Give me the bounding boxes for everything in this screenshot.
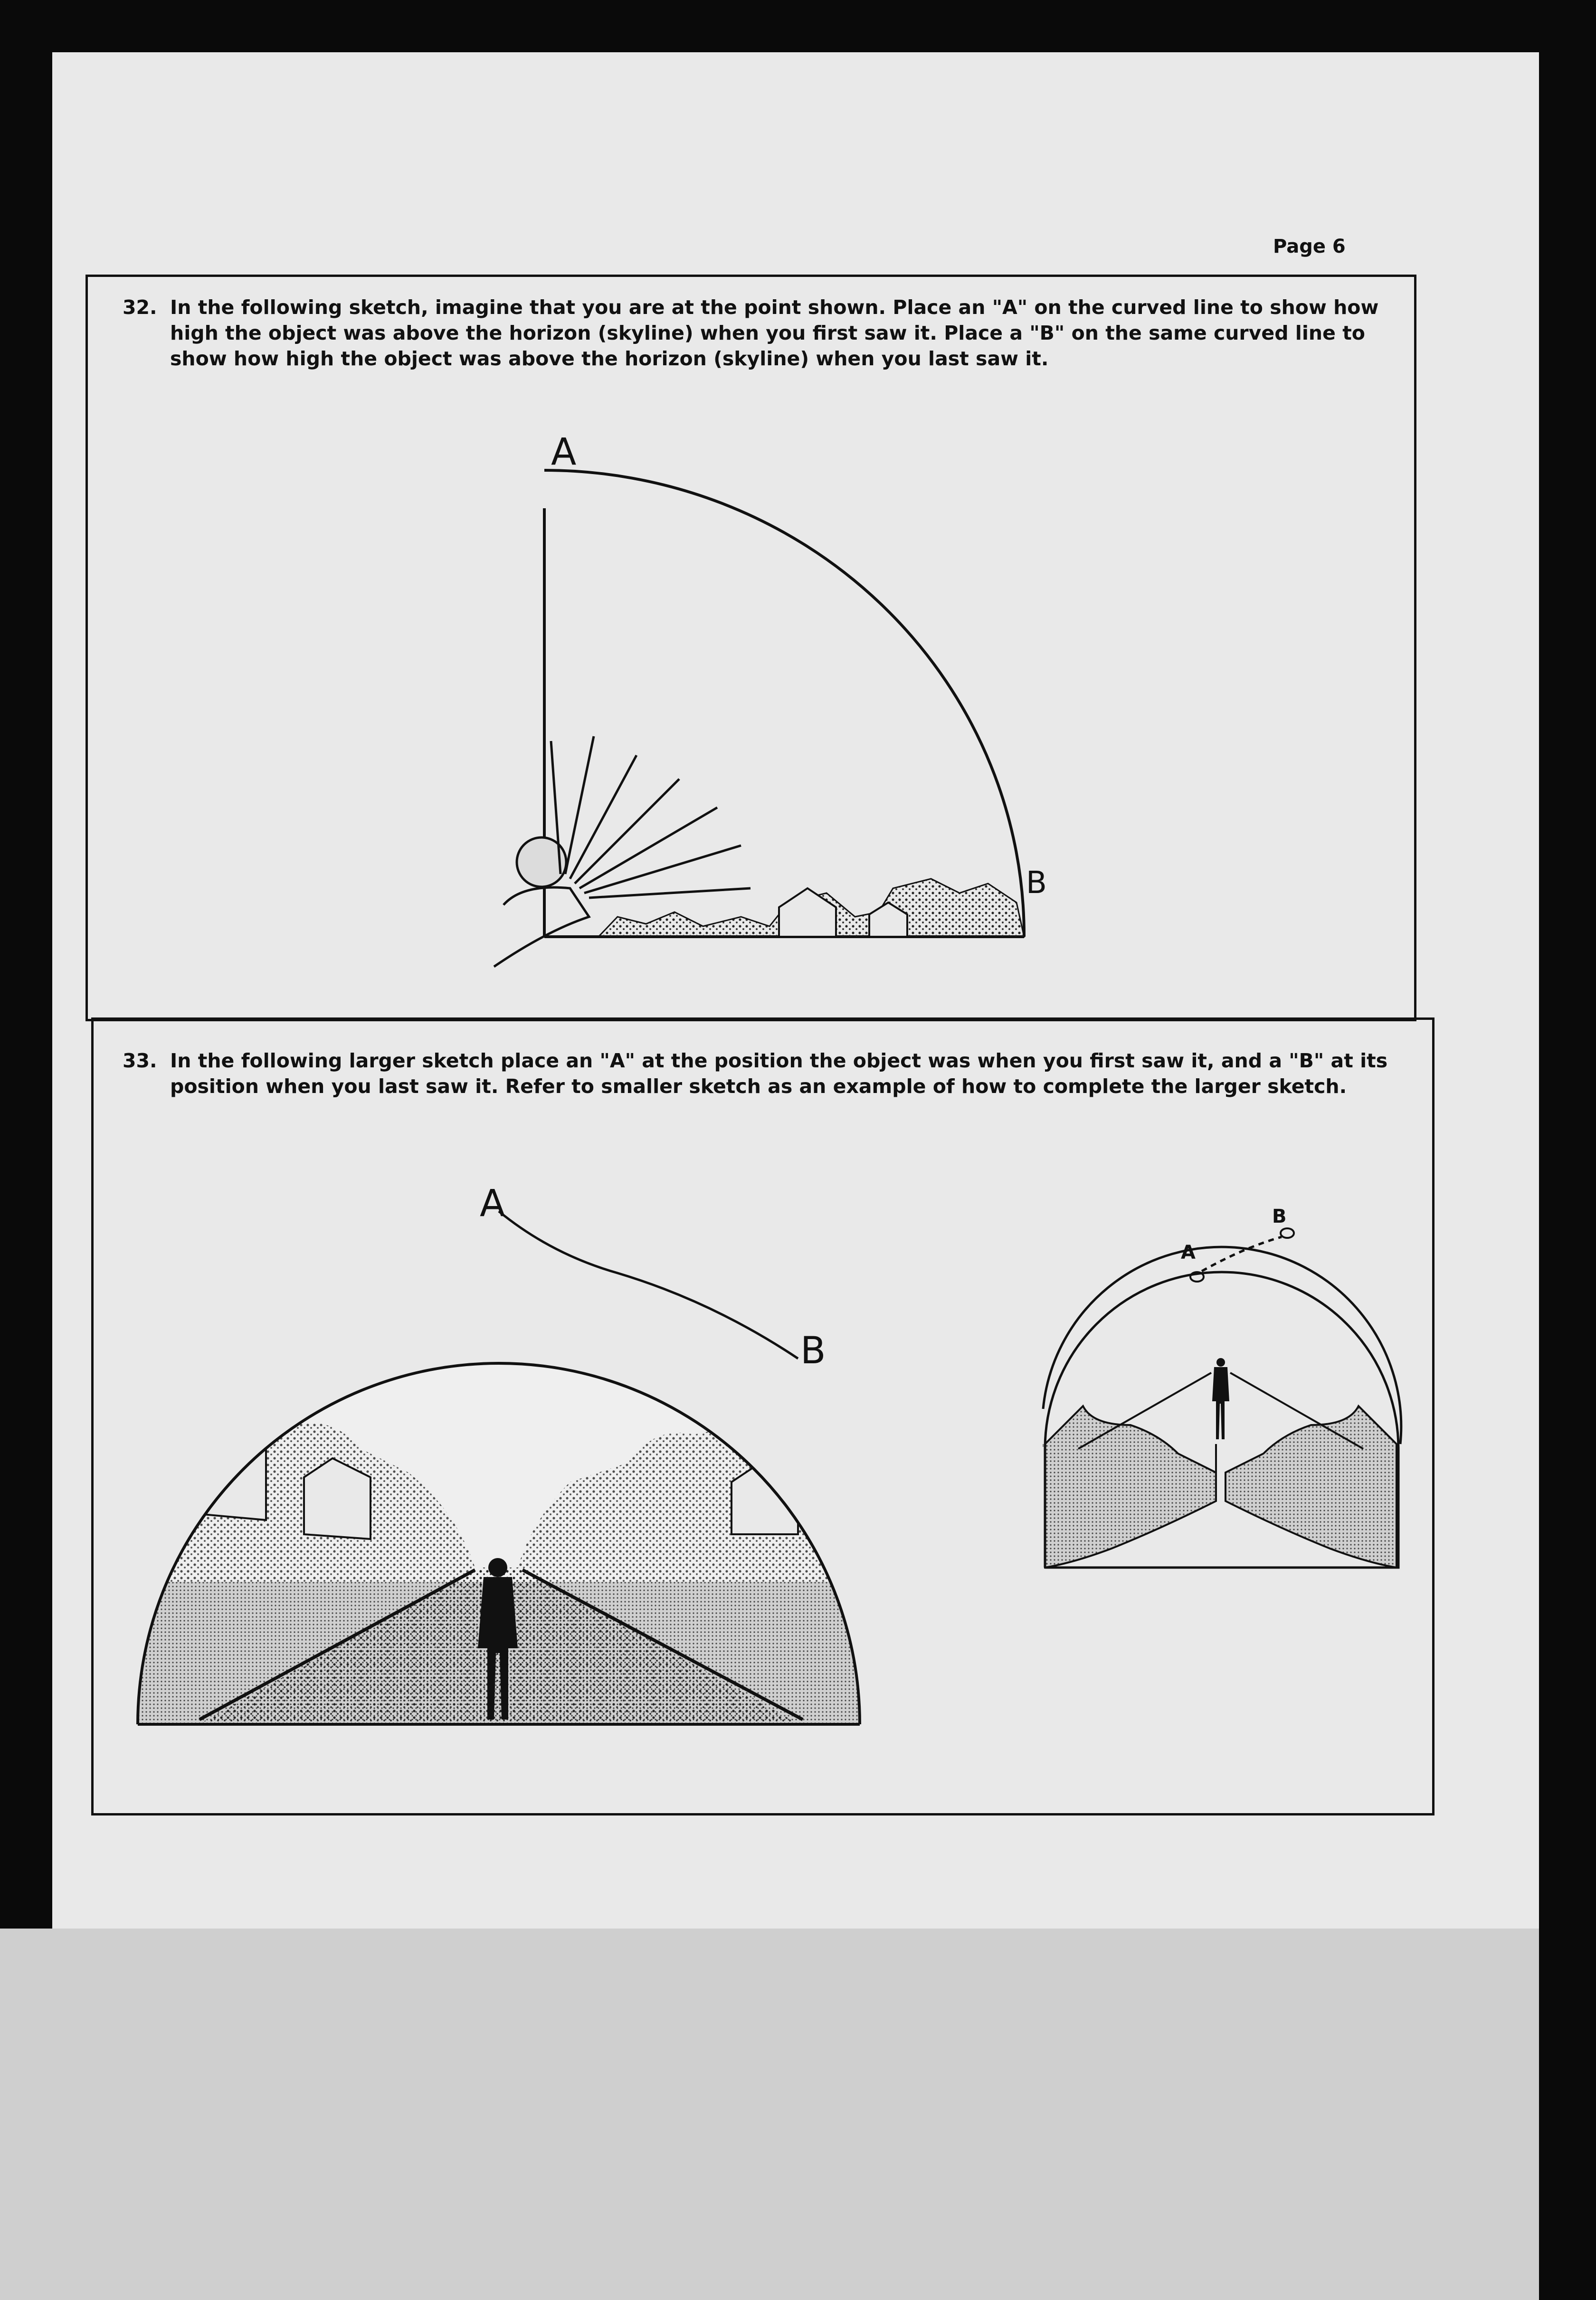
example-mark-b: B [1272, 1206, 1287, 1227]
example-mark-a: A [1181, 1242, 1196, 1264]
object-path-33 [499, 1211, 798, 1359]
mark-a-32: A [551, 431, 577, 474]
page-number: Page 6 [1273, 236, 1346, 257]
mark-b-32: B [1026, 865, 1047, 901]
mark-b-33: B [800, 1330, 826, 1372]
question-33-text: In the following larger sketch place an "A" at the position the object was when you first saw it, and a "B" at its position when you last saw it. Refer to smaller sketch as an example of how to complete the larger sketch. [170, 1049, 1388, 1098]
question-32-number: 32. [123, 296, 157, 319]
mark-a-33: A [480, 1182, 505, 1225]
large-dome-sketch [124, 1182, 874, 1729]
question-33-number: 33. [123, 1049, 157, 1072]
houses-and-trees [598, 879, 1024, 937]
example-dome-sketch [1043, 1206, 1401, 1568]
quarter-arc-sketch [494, 431, 1047, 967]
question-32-text: In the following sketch, imagine that you are at the point shown. Place an "A" on the curved line to show how high the object was above the horizon (skyline) when you first saw it. Place a "B" on the same curved line to show how high the object was above the horizon (skyline) when you last saw it. [170, 296, 1379, 370]
